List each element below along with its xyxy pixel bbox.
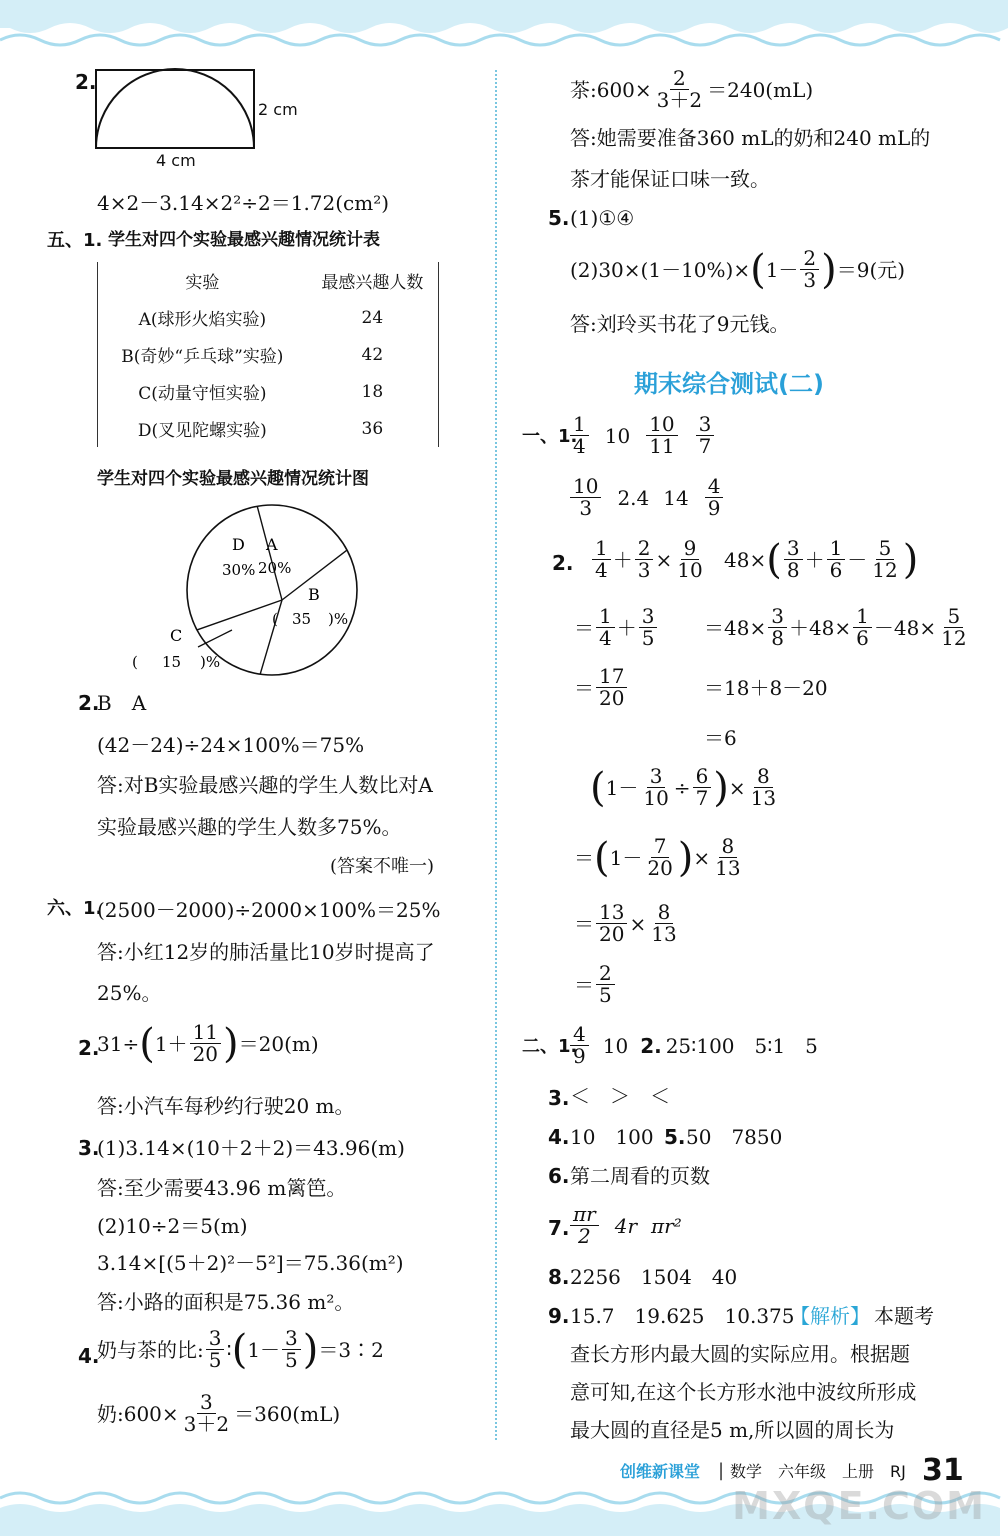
part2-q4-answer: 10 100 (570, 1125, 654, 1149)
s6-q4-milk (97, 1392, 340, 1435)
part2-q6-number: 6. (548, 1164, 570, 1188)
stats-table (97, 262, 439, 447)
pie-pct-a: 20% (258, 559, 292, 577)
section-5-q1-number: 五、1. (47, 230, 103, 251)
q2-answer: 25∶100 5∶1 5 (665, 1033, 818, 1058)
part1-q1-number: 一、1. (522, 426, 578, 447)
watermark: MXQE.COM (732, 1484, 986, 1528)
semicircle-figure (94, 68, 264, 150)
s6-q3-line4: 3.14×[(5＋2)²－5²]＝75.36(m²) (97, 1251, 404, 1275)
part2-q7-answer (568, 1204, 682, 1247)
table-header-row (98, 262, 439, 299)
value: 10 (602, 1033, 629, 1058)
fraction: 3 5 (206, 1328, 225, 1371)
pie-pct-b: 35 (292, 610, 312, 628)
q2-number: 2. (640, 1033, 662, 1058)
table-cell: C(动量守恒实验) (138, 384, 267, 404)
analysis-line2: 查长方形内最大圆的实际应用。根据题 (570, 1342, 910, 1366)
analysis-line4: 最大圆的直径是5 m,所以圆的周长为 (570, 1418, 895, 1442)
q5-pre: (2)30×(1－10%)× (570, 257, 751, 282)
tea-pre: 茶:600× (570, 77, 652, 102)
s6-q2-formula: 31÷ ( 1＋ 11 20 ) ＝20(m) (97, 1020, 319, 1067)
pie-pct-b-close: )% (328, 610, 349, 628)
pie-label-b: B (308, 585, 320, 604)
fraction: 4 9 (705, 476, 724, 519)
table-cell: 24 (361, 307, 384, 328)
s6-q4-ratio: 奶与茶的比: 3 5 ∶ ( 1－ 3 5 ) ＝3∶2 (97, 1326, 384, 1373)
value: 2.4 (617, 485, 650, 510)
calc-c-line3: ＝ $\frac{13}{20}$ × $\frac{8}{13}$ (574, 900, 677, 946)
page-number: 31 (922, 1453, 964, 1488)
s6-q1-line3: 25%。 (97, 981, 162, 1005)
table-cell: 18 (361, 381, 384, 402)
fraction: 1 4 (570, 414, 589, 457)
tea-answer-line1: 答:她需要准备360 mL的奶和240 mL的 (570, 126, 931, 150)
pie-pct-c-open: ( (132, 653, 138, 671)
q5-post: ＝9(元) (836, 257, 906, 282)
s5-q2-line1: (42－24)÷24×100%＝75% (97, 733, 365, 757)
part2-q4-number: 4. (548, 1125, 570, 1149)
part2-q1-row (568, 1024, 818, 1067)
fraction: 3 7 (696, 414, 715, 457)
q5-answer: 答:刘玲买书花了9元钱。 (570, 312, 790, 336)
s6-q1-line1: (2500－2000)÷2000×100%＝25% (97, 898, 441, 922)
s6-q4-number: 4. (78, 1344, 100, 1368)
rect-width-label: 4 cm (156, 151, 196, 170)
fraction: 4 9 (570, 1024, 589, 1067)
pie-label-c: C (170, 626, 183, 645)
s6-q3-line2: 答:至少需要43.96 m篱笆。 (97, 1176, 347, 1200)
fraction: 10 3 (570, 476, 601, 519)
table-cell: 42 (361, 344, 384, 365)
calc-b-line1: 48× ( 3 8 ＋ 1 6 － 5 12 ) (724, 536, 919, 583)
pie-label-d: D (232, 535, 245, 554)
section-6-q1-number: 六、1. (47, 898, 103, 919)
pie-pct-b-open: ( (272, 610, 278, 628)
table-header: 最感兴趣人数 (321, 273, 424, 293)
s6-q2-answer: 答:小汽车每秒约行驶20 m。 (97, 1094, 355, 1118)
top-wave-decoration (0, 0, 1008, 60)
part2-q6-answer: 第二周看的页数 (570, 1164, 710, 1188)
pie-slice-boundary-d (197, 600, 282, 630)
fraction: $\frac{2}{3+2}$ (656, 66, 703, 112)
part1-q1-row2 (568, 476, 725, 519)
q5-number: 5. (548, 206, 570, 230)
s6-q2-number: 2. (78, 1036, 100, 1060)
part2-q9-number: 9. (548, 1304, 570, 1328)
value: πr² (651, 1213, 682, 1238)
pie-pct-c: 15 (162, 653, 182, 671)
tea-post: ＝240(mL) (707, 77, 814, 102)
part2-q3-answer: ＜ ＞ ＜ (570, 1084, 670, 1108)
s6-q3-line3: (2)10÷2＝5(m) (97, 1214, 248, 1238)
pie-outline (187, 505, 357, 675)
pie-pct-d: 30% (222, 561, 256, 579)
table-row (98, 336, 439, 373)
footer-brand: 创维新课堂 (620, 1462, 701, 1481)
calc-c-line2: ＝ ( 1－ 7 20 ) × $\frac{8}{13}$ (574, 834, 741, 881)
s6-q4-milk-post: ＝360(mL) (234, 1401, 341, 1426)
s5-q2-line2: 答:对B实验最感兴趣的学生人数比对A (97, 773, 433, 797)
s5-q2-number: 2. (78, 691, 100, 715)
footer-subject: 数学 六年级 上册 RJ (730, 1462, 906, 1481)
table-row (98, 410, 439, 447)
s6-q2-in: 1＋ (154, 1031, 188, 1056)
chart-title: 学生对四个实验最感兴趣情况统计图 (97, 469, 369, 489)
value: 10 (604, 423, 631, 448)
part1-q2-number: 2. (552, 551, 574, 575)
table-cell: B(奇妙“乒乓球”实验) (121, 347, 284, 367)
q2-formula: 4×2－3.14×2²÷2＝1.72(cm²) (97, 191, 390, 215)
analysis-tag: 【解析】 (790, 1304, 870, 1328)
s6-q4-post: ＝3∶2 (318, 1337, 384, 1362)
section-title: 期末综合测试(二) (634, 370, 824, 398)
s6-q3-line1: (1)3.14×(10＋2＋2)＝43.96(m) (97, 1136, 405, 1160)
s5-q2-note: (答案不唯一) (330, 856, 435, 877)
calc-a-line3: ＝ 17 20 (574, 666, 629, 709)
s5-q2-line3: 实验最感兴趣的学生人数多75%。 (97, 815, 402, 839)
table-cell: 36 (361, 418, 384, 439)
part2-q8-number: 8. (548, 1265, 570, 1289)
value: 14 (663, 485, 689, 510)
tea-answer-line2: 茶才能保证口味一致。 (570, 167, 770, 191)
calc-b-line2: ＝48× $\frac{3}{8}$ ＋48× $\frac{1}{6}$ －48× $\frac{5}{12}$ (704, 604, 967, 650)
s6-q4-pre: 奶与茶的比: (97, 1337, 204, 1362)
s6-q3-number: 3. (78, 1136, 100, 1160)
fraction: 10 11 (646, 414, 677, 457)
tea-formula (570, 68, 813, 111)
part2-q9-answer: 15.7 19.625 10.375 (570, 1304, 795, 1328)
pie-chart (120, 495, 380, 705)
fraction: πr 2 (570, 1204, 599, 1247)
column-divider (495, 70, 497, 1440)
calc-c-line4: ＝ 2 5 (574, 963, 617, 1006)
part1-q1-row1 (568, 414, 716, 457)
calc-c-line1: ( 1－ $\frac{3}{10}$ ÷ $\frac{6}{7}$ ) × $\frac{8}{13}$ (590, 764, 777, 811)
value: 4r (614, 1213, 638, 1238)
analysis-line3: 意可知,在这个长方形水池中波纹所形成 (570, 1380, 917, 1404)
part2-q8-answer: 2256 1504 40 (570, 1265, 738, 1289)
part2-q1-number: 二、1. (522, 1036, 578, 1057)
part2-q5-number: 5. (664, 1125, 686, 1149)
s5-q2-answer: B A (97, 691, 147, 715)
pie-pct-c-close: )% (200, 653, 221, 671)
s6-q3-line5: 答:小路的面积是75.36 m²。 (97, 1290, 355, 1314)
fraction: $\frac{3}{3+2}$ (183, 1390, 230, 1436)
s6-q1-line2: 答:小红12岁的肺活量比10岁时提高了 (97, 940, 435, 964)
part2-q3-number: 3. (548, 1086, 570, 1110)
table-row (98, 299, 439, 336)
table-cell: A(球形火焰实验) (138, 310, 267, 330)
calc-b-line3: ＝18＋8－20 (704, 676, 828, 700)
pie-label-a: A (266, 535, 278, 554)
s6-q4-milk-pre: 奶:600× (97, 1401, 179, 1426)
s6-q2-post: ＝20(m) (238, 1031, 319, 1056)
table-header: 实验 (185, 273, 220, 293)
rect-height-label: 2 cm (258, 100, 298, 119)
fraction: 2 3 (800, 248, 819, 291)
calc-b-line4: ＝6 (704, 726, 737, 750)
analysis-line1: 本题考 (874, 1304, 934, 1328)
q5-line1: (1)①④ (570, 206, 635, 230)
fraction: 3 5 (282, 1328, 301, 1371)
table-title: 学生对四个实验最感兴趣情况统计表 (108, 230, 380, 250)
part2-q5-answer: 50 7850 (686, 1125, 783, 1149)
table-row (98, 373, 439, 410)
calc-a-line2: ＝ 1 4 ＋ 3 5 (574, 606, 659, 649)
q2-number: 2. (75, 70, 97, 94)
q5-formula: (2)30×(1－10%)× ( 1－ 2 3 ) ＝9(元) (570, 246, 906, 293)
fraction: 11 20 (190, 1022, 221, 1065)
part2-q7-number: 7. (548, 1216, 570, 1240)
calc-a-line1: 1 4 ＋ $\frac{2}{3}$ × $\frac{9}{10}$ (590, 538, 708, 581)
s6-q2-pre: 31÷ (97, 1031, 140, 1056)
table-cell: D(叉见陀螺实验) (137, 421, 267, 441)
